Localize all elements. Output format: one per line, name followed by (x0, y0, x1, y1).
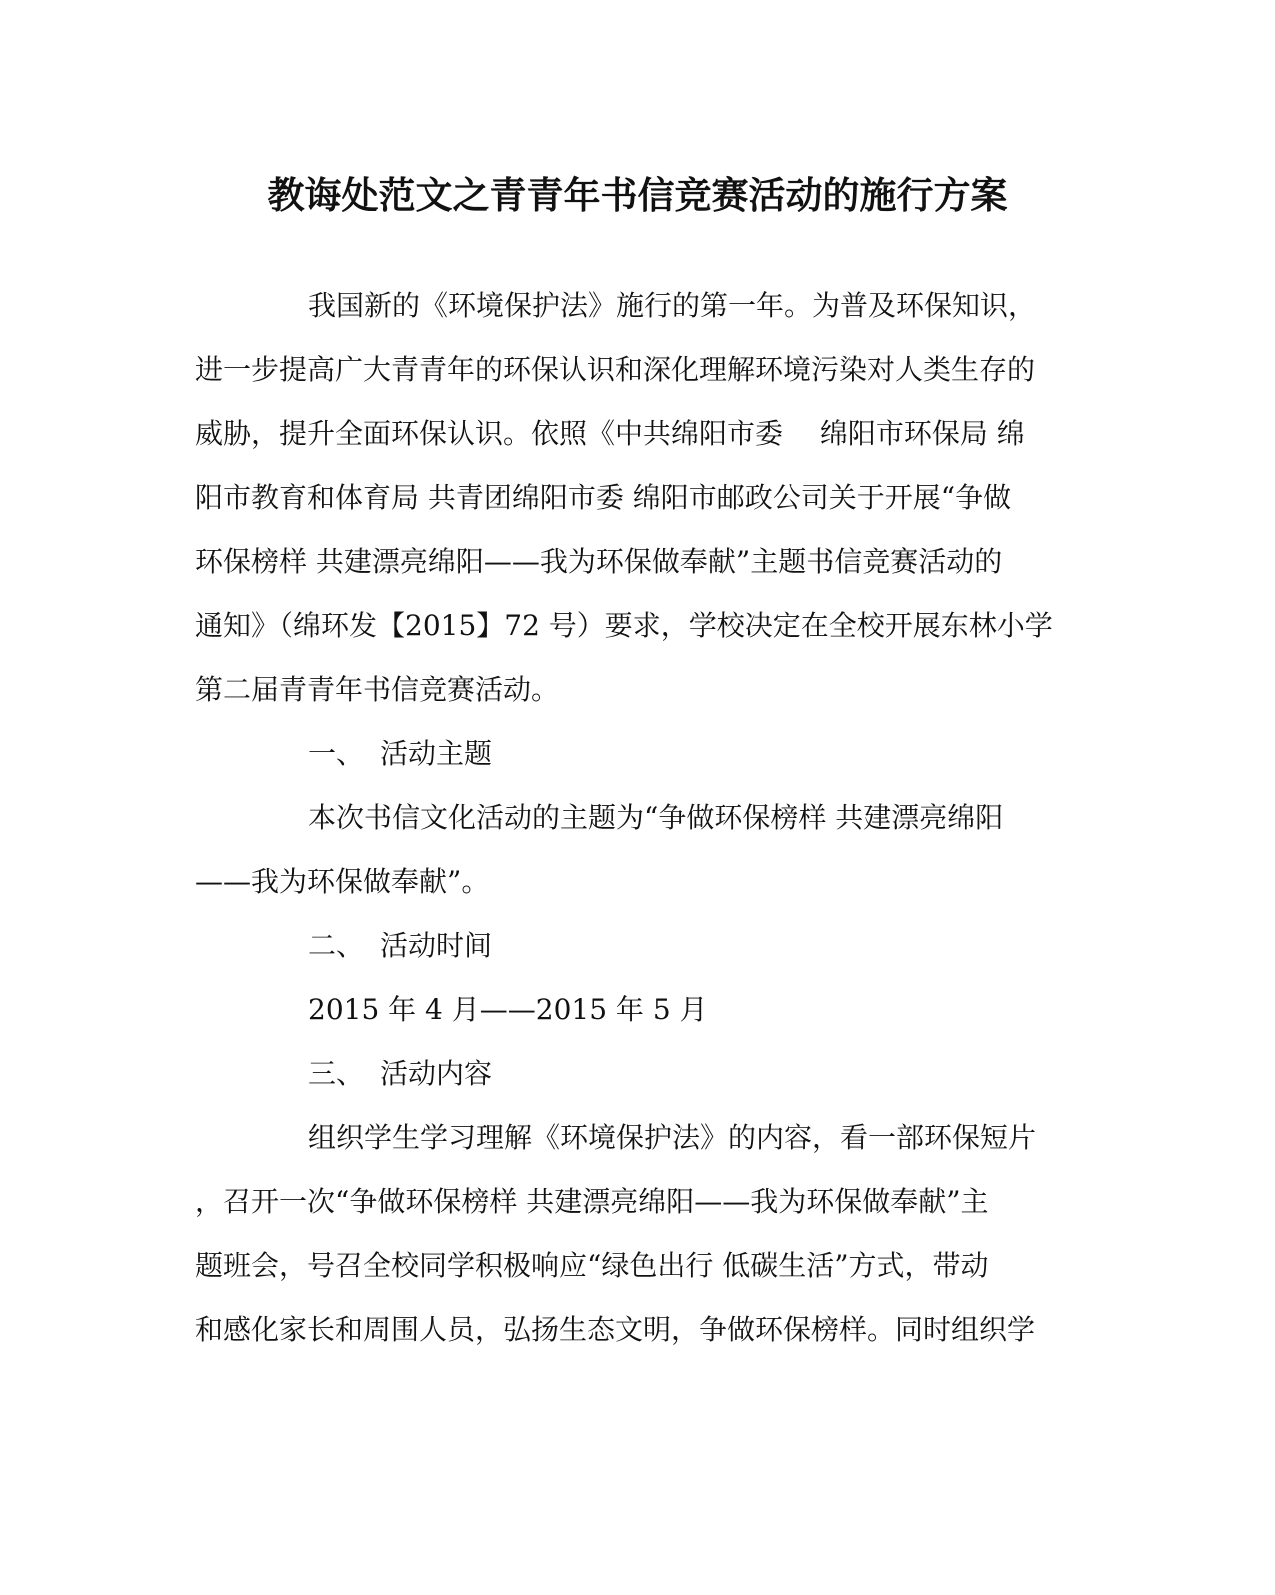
section-heading (308, 926, 1065, 966)
paragraph-line: 和感化家长和周围人员，弘扬生态文明，争做环保榜样。同时组织学 (195, 1313, 1036, 1346)
section-heading-text: 活动时间 (380, 929, 493, 962)
paragraph-line: 阳市教育和体育局 共青团绵阳市委 绵阳市邮政公司关于开展“争做 (195, 481, 1012, 514)
paragraph-line: ，召开一次“争做环保榜样 共建漂亮绵阳——我为环保做奉献”主 (195, 1185, 989, 1218)
paragraph-line: 进一步提高广大青青年的环保认识和深化理解环境污染对人类生存的 (195, 353, 1036, 386)
section-number: 二、 (308, 929, 365, 962)
paragraph-line: 通知》（绵环发【2015】72 号）要求，学校决定在全校开展东林小学 (195, 609, 1053, 642)
section-number: 一、 (308, 737, 365, 770)
paragraph-line: 威胁，提升全面环保认识。依照《中共绵阳市委 绵阳市环保局 绵 (195, 417, 1025, 450)
section-number: 三、 (308, 1057, 365, 1090)
paragraph-line: 我国新的《环境保护法》施行的第一年。为普及环保知识， (308, 289, 1037, 322)
section-heading-text: 活动内容 (380, 1057, 493, 1090)
paragraph-line: 题班会，号召全校同学积极响应“绿色出行 低碳生活”方式，带动 (195, 1249, 989, 1282)
document-title: 教诲处范文之青青年书信竞赛活动的施行方案 (267, 173, 1008, 217)
paragraph-line: 第二届青青年书信竞赛活动。 (195, 673, 560, 706)
section-heading (308, 734, 1065, 774)
paragraph-line: 环保榜样 共建漂亮绵阳——我为环保做奉献”主题书信竞赛活动的 (195, 545, 1003, 578)
paragraph-line: ——我为环保做奉献”。 (195, 865, 490, 898)
section-heading (308, 1054, 1065, 1094)
paragraph-line: 2015 年 4 月——2015 年 5 月 (308, 993, 708, 1026)
paragraph-line: 本次书信文化活动的主题为“争做环保榜样 共建漂亮绵阳 (308, 801, 1004, 834)
section-heading-text: 活动主题 (380, 737, 493, 770)
paragraph-line: 组织学生学习理解《环境保护法》的内容，看一部环保短片 (308, 1121, 1037, 1154)
